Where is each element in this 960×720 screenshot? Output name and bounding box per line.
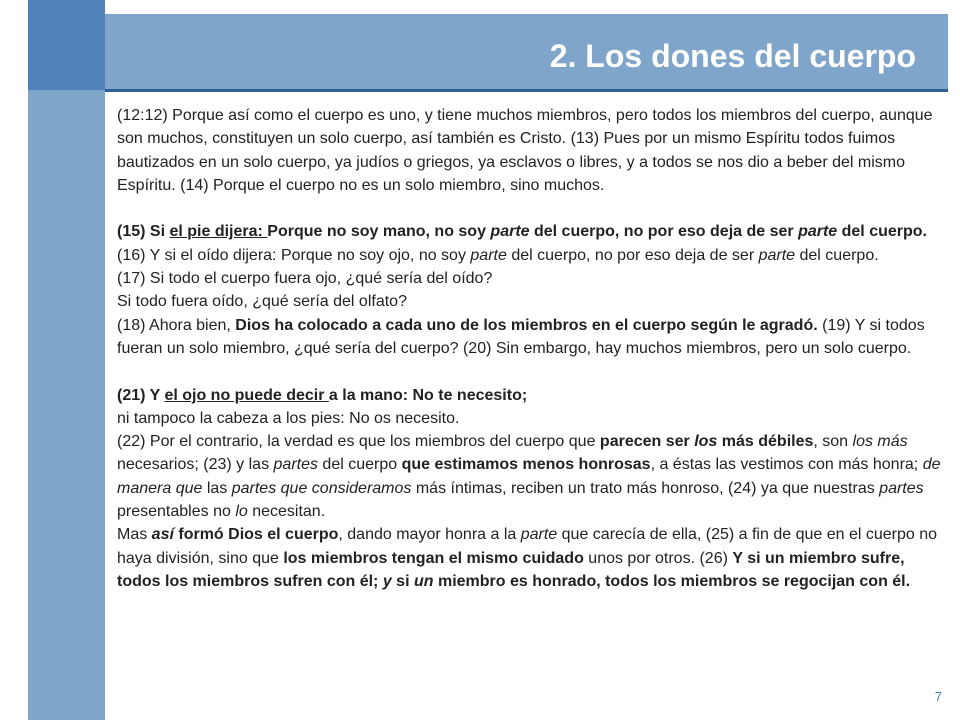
slide-content <box>117 104 947 593</box>
header-rule <box>105 89 948 92</box>
verse-17-b: Si todo fuera oído, ¿qué sería del olfato? <box>117 293 407 311</box>
spacer <box>117 360 947 383</box>
left-accent-block <box>28 0 105 90</box>
slide-title: 2. Los dones del cuerpo <box>549 38 916 74</box>
verse-22-24: (22) Por el contrario, la verdad es que los miembros del cuerpo que parecen ser los más débiles, son los más necesarios; (23) y las partes del cuerpo que estimamos menos honrosas, a éstas las vestimos con más honra; de manera que las partes que consideramos más íntimas, reciben un trato más honroso, (24) ya que nuestras partes presentables no lo necesitan. <box>117 433 941 521</box>
left-decorative-bar <box>28 0 105 720</box>
verse-15: (15) Si el pie dijera: Porque no soy mano, no soy parte del cuerpo, no por eso deja de ser parte del cuerpo. <box>117 223 927 241</box>
verse-18-20: (18) Ahora bien, Dios ha colocado a cada uno de los miembros en el cuerpo según le agradó. (19) Y si todos fueran un solo miembro, ¿qué sería del cuerpo? (20) Sin embargo, hay muchos miembros, pero un solo cuerpo. <box>117 316 925 357</box>
verse-21-b: ni tampoco la cabeza a los pies: No os necesito. <box>117 409 460 427</box>
verse-21: (21) Y el ojo no puede decir a la mano: No te necesito; <box>117 386 528 404</box>
verse-17-a: (17) Si todo el cuerpo fuera ojo, ¿qué sería del oído? <box>117 270 493 288</box>
spacer <box>117 197 947 220</box>
verse-24-26: Mas así formó Dios el cuerpo, dando mayor honra a la parte que carecía de ella, (25) a fin de que en el cuerpo no haya división, sino que los miembros tengan el mismo cuidado unos por otros. (26) Y si un miembro sufre, todos los miembros sufren con él; y si un miembro es honrado, todos los miembros se regocijan con él. <box>117 526 938 590</box>
page-number: 7 <box>934 689 942 704</box>
paragraph-12-14: (12:12) Porque así como el cuerpo es uno, y tiene muchos miembros, pero todos los miembros del cuerpo, aunque son muchos, constituyen un solo cuerpo, así también es Cristo. (13) Pues por un mismo Espíritu todos fuimos bautizados en un solo cuerpo, ya judíos o griegos, ya esclavos o libres, y a todos se nos dio a beber del mismo Espíritu. (14) Porque el cuerpo no es un solo miembro, sino muchos. <box>117 107 933 194</box>
verse-16: (16) Y si el oído dijera: Porque no soy ojo, no soy parte del cuerpo, no por eso deja de ser parte del cuerpo. <box>117 246 879 264</box>
